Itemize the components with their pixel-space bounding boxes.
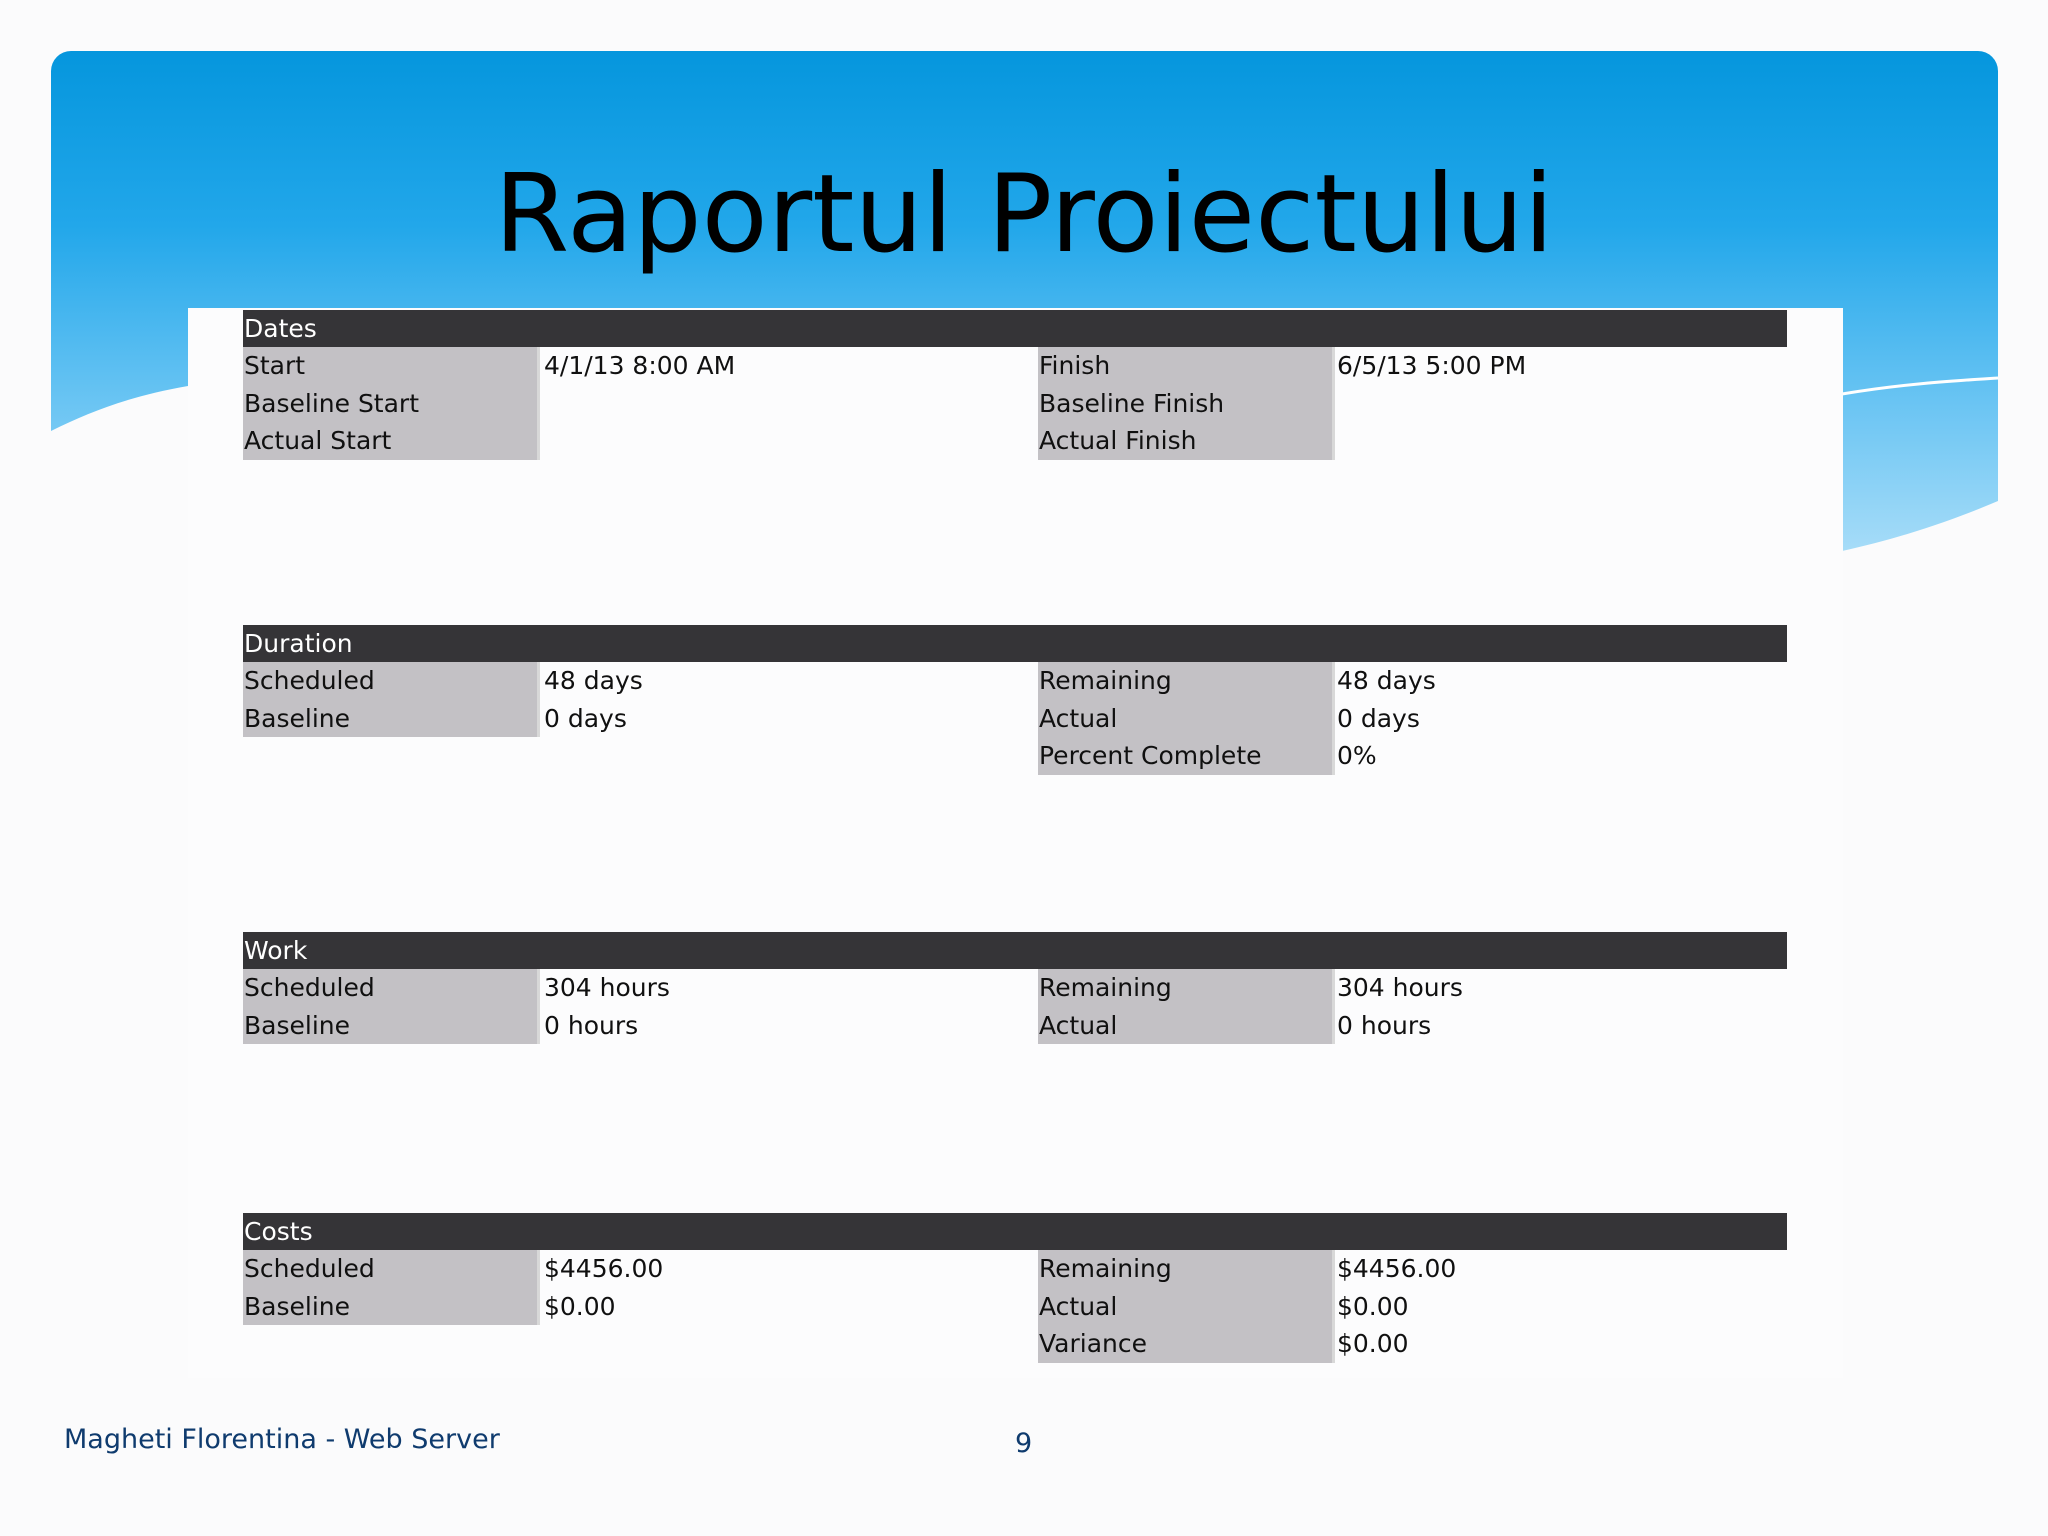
row-label: Baseline	[243, 1288, 540, 1326]
row-value: $0.00	[544, 1291, 616, 1321]
slide-title: Raportul Proiectului	[494, 152, 1554, 277]
row-label: Actual Finish	[1038, 422, 1335, 460]
table-row	[243, 1250, 1787, 1288]
section-header-duration: Duration	[243, 625, 1787, 662]
section-header-work: Work	[243, 932, 1787, 969]
row-label: Actual	[1038, 1007, 1335, 1045]
row-label: Scheduled	[243, 969, 540, 1007]
table-row	[243, 969, 1787, 1007]
row-value: 48 days	[1337, 666, 1436, 695]
table-row	[243, 1288, 1787, 1326]
work-section	[243, 932, 1787, 1044]
row-label: Baseline Finish	[1038, 385, 1335, 423]
row-value: 0 hours	[1337, 1010, 1432, 1040]
costs-section	[243, 1213, 1787, 1363]
row-value: $0.00	[1337, 1329, 1409, 1359]
row-label: Remaining	[1038, 662, 1335, 700]
section-header-costs: Costs	[243, 1213, 1787, 1250]
dates-section	[243, 310, 1787, 460]
row-value	[1336, 385, 1776, 423]
duration-section	[243, 625, 1787, 775]
row-label: Percent Complete	[1038, 737, 1335, 775]
project-report-table	[188, 308, 1843, 1378]
row-value	[543, 422, 1023, 460]
row-label: Baseline	[243, 1007, 540, 1045]
row-label: Scheduled	[243, 1250, 540, 1288]
row-value: 4/1/13 8:00 AM	[544, 351, 736, 380]
row-label: Remaining	[1038, 1250, 1335, 1288]
row-value: $4456.00	[1337, 1254, 1457, 1283]
section-header-dates: Dates	[243, 310, 1787, 347]
row-label: Actual	[1038, 700, 1335, 738]
row-label: Variance	[1038, 1325, 1335, 1363]
row-value: 0 hours	[544, 1010, 639, 1040]
row-label: Start	[243, 347, 540, 385]
row-value: 48 days	[544, 666, 643, 695]
table-row	[243, 422, 1787, 460]
row-value: 0 days	[544, 703, 627, 733]
table-row	[243, 1325, 1787, 1363]
row-label: Baseline Start	[243, 385, 540, 423]
row-value	[543, 385, 1023, 423]
row-label: Finish	[1038, 347, 1335, 385]
table-row	[243, 700, 1787, 738]
table-row	[243, 737, 1787, 775]
row-label: Actual Start	[243, 422, 540, 460]
row-label: Scheduled	[243, 662, 540, 700]
row-value: 6/5/13 5:00 PM	[1337, 351, 1527, 380]
row-value: 0%	[1337, 741, 1377, 771]
footer-author-text: Magheti Florentina - Web Server	[64, 1424, 500, 1455]
row-value	[1336, 422, 1776, 460]
row-value: 304 hours	[1337, 973, 1463, 1002]
table-row	[243, 662, 1787, 700]
table-row	[243, 347, 1787, 385]
page-number: 9	[1015, 1428, 1033, 1459]
table-row	[243, 385, 1787, 423]
row-value: $0.00	[1337, 1291, 1409, 1321]
row-value: $4456.00	[544, 1254, 664, 1283]
table-row	[243, 1007, 1787, 1045]
row-label: Baseline	[243, 700, 540, 738]
row-value: 0 days	[1337, 703, 1420, 733]
row-value: 304 hours	[544, 973, 670, 1002]
row-label: Actual	[1038, 1288, 1335, 1326]
row-label: Remaining	[1038, 969, 1335, 1007]
